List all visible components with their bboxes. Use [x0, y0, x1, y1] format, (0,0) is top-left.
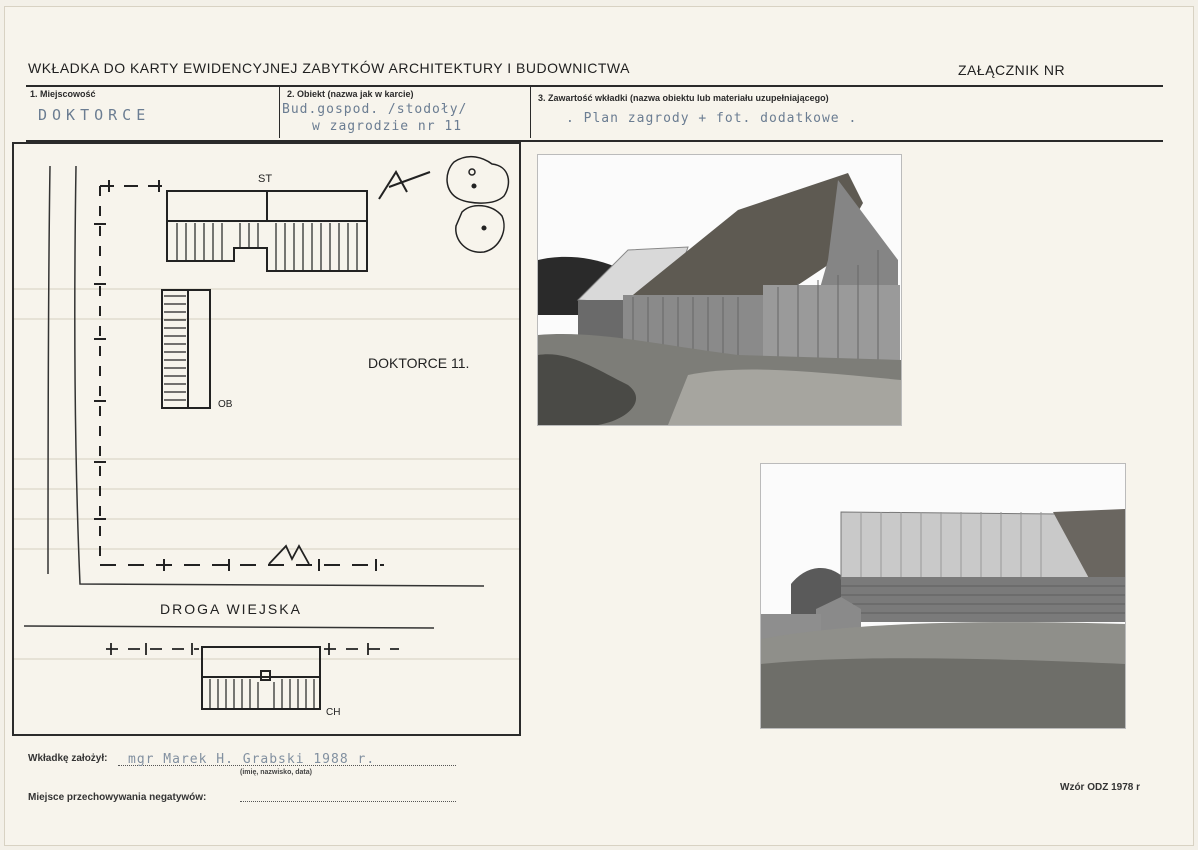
photo-metal-roof-barn — [760, 463, 1126, 729]
header-divider — [26, 85, 1163, 87]
lower-fence — [106, 643, 399, 655]
label-st: ST — [258, 173, 273, 185]
content-label: 3. Zawartość wkładki (nazwa obiektu lub materiału uzupełniającego) — [538, 93, 829, 103]
form-version: Wzór ODZ 1978 r — [1060, 782, 1141, 793]
trees-icon — [447, 157, 508, 253]
negatives-line — [240, 793, 456, 802]
object-label: 2. Obiekt (nazwa jak w karcie) — [287, 89, 414, 99]
sheet-title: WKŁADKA DO KARTY EWIDENCYJNEJ ZABYTKÓW ARCHITEKTURY I BUDOWNICTWA — [28, 60, 630, 76]
label-ob: OB — [218, 399, 233, 410]
building-ch — [202, 647, 320, 709]
negatives-label: Miejsce przechowywania negatywów: — [28, 792, 207, 803]
north-arrow-icon — [379, 172, 430, 199]
building-st — [167, 191, 367, 271]
field-divider-2 — [530, 86, 531, 138]
road-edge-bottom — [24, 626, 434, 628]
object-value-line1: Bud.gospod. /stodoły/ — [282, 102, 468, 117]
label-ch: CH — [326, 707, 341, 718]
prepared-by-value: mgr Marek H. Grabski 1988 r. — [128, 752, 376, 767]
photo-thatched-barn-image — [538, 155, 901, 425]
site-plan-frame — [12, 142, 521, 736]
locality-value: DOKTORCE — [38, 106, 151, 124]
building-ob — [162, 290, 210, 408]
fence-line — [94, 180, 384, 571]
attachment-number-label: ZAŁĄCZNIK NR — [958, 62, 1066, 78]
road-label: DROGA WIEJSKA — [160, 601, 302, 617]
place-label: DOKTORCE 11. — [368, 355, 470, 371]
site-plan-drawing — [14, 144, 519, 734]
road-edge-left-outer — [48, 166, 50, 574]
prepared-by-label: Wkładkę założył: — [28, 753, 108, 764]
building-ob-hatch — [164, 296, 186, 400]
content-value: . Plan zagrody + fot. dodatkowe . — [566, 111, 858, 126]
field-divider-1 — [279, 86, 280, 138]
object-value-line2: w zagrodzie nr 11 — [312, 119, 463, 134]
building-ch-hatch — [210, 679, 314, 708]
photo-metal-roof-barn-image — [761, 464, 1125, 728]
prepared-by-hint: (imię, nazwisko, data) — [240, 769, 312, 776]
road-edge-left-inner — [75, 166, 484, 586]
locality-label: 1. Miejscowość — [30, 89, 96, 99]
photo-thatched-barn — [537, 154, 902, 426]
